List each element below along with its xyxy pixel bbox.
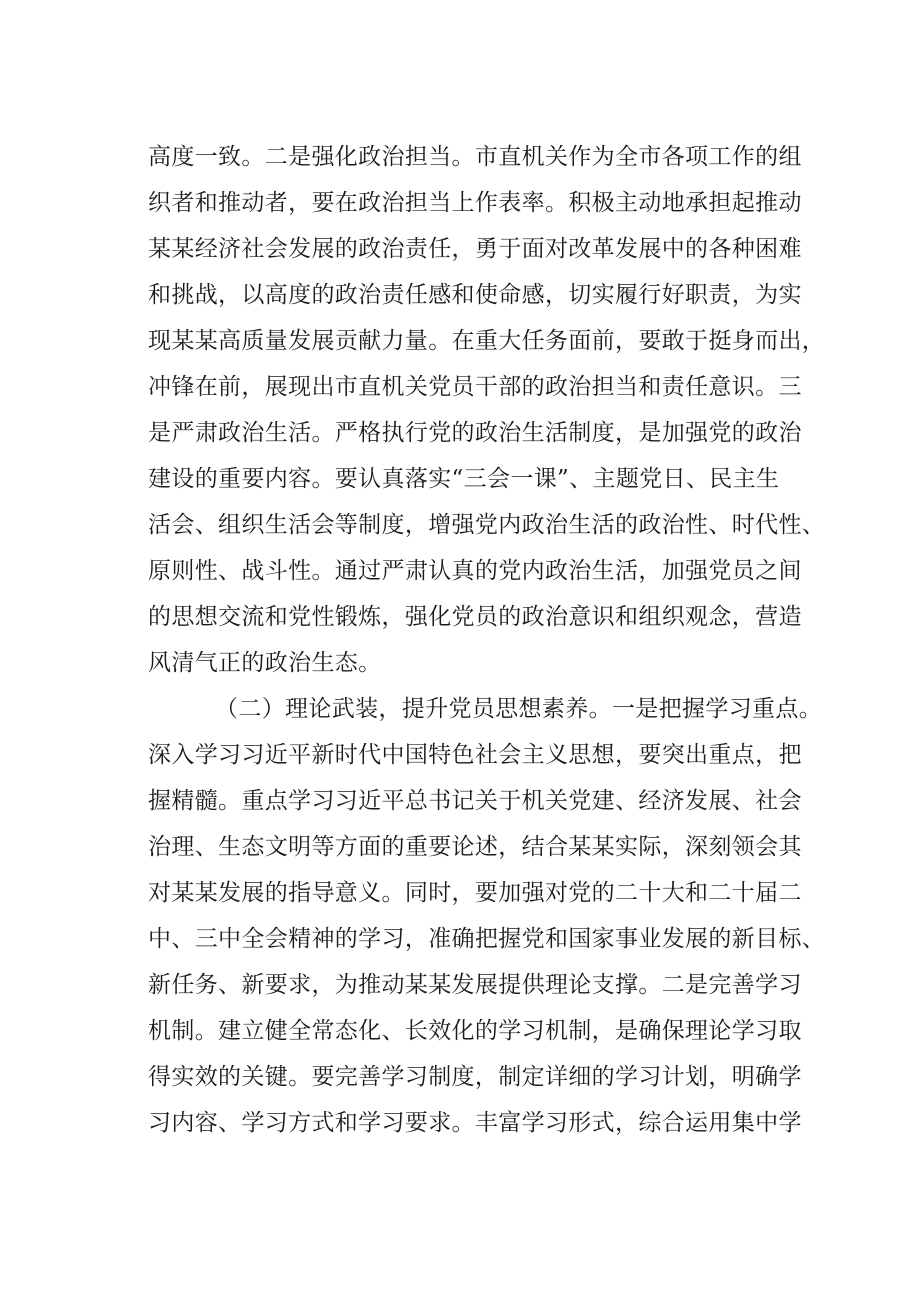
body-text xyxy=(148,134,826,1146)
text-line: 现某某高质量发展贡献力量。在重大任务面前，要敢于挺身而出， xyxy=(148,328,826,354)
text-line: 建设的重要内容。要认真落实“三会一课”、主题党日、民主生 xyxy=(148,466,780,492)
text-line: 和挑战，以高度的政治责任感和使命感，切实履行好职责，为实 xyxy=(148,282,802,308)
text-line: 机制。建立健全常态化、长效化的学习机制，是确保理论学习取 xyxy=(148,1018,802,1044)
text-line: 得实效的关键。要完善学习制度，制定详细的学习计划，明确学 xyxy=(148,1064,802,1090)
text-line: 某某经济社会发展的政治责任，勇于面对改革发展中的各种困难 xyxy=(148,236,802,262)
text-line: 冲锋在前，展现出市直机关党员干部的政治担当和责任意识。三 xyxy=(148,374,802,400)
section-heading-line: （二）理论武装，提升党员思想素养。一是把握学习重点。 xyxy=(215,696,823,722)
text-line: 原则性、战斗性。通过严肃认真的党内政治生活，加强党员之间 xyxy=(148,558,802,584)
text-line: 治理、生态文明等方面的重要论述，结合某某实际，深刻领会其 xyxy=(148,834,802,860)
text-line: 深入学习习近平新时代中国特色社会主义思想，要突出重点，把 xyxy=(148,742,802,768)
text-line: 高度一致。二是强化政治担当。市直机关作为全市各项工作的组 xyxy=(148,144,802,170)
text-line: 风清气正的政治生态。 xyxy=(148,650,382,676)
text-line: 织者和推动者，要在政治担当上作表率。积极主动地承担起推动 xyxy=(148,190,802,216)
text-line: 的思想交流和党性锻炼，强化党员的政治意识和组织观念，营造 xyxy=(148,604,802,630)
text-line: 习内容、学习方式和学习要求。丰富学习形式，综合运用集中学 xyxy=(148,1110,802,1136)
text-line: 活会、组织生活会等制度，增强党内政治生活的政治性、时代性、 xyxy=(148,512,826,538)
text-line: 握精髓。重点学习习近平总书记关于机关党建、经济发展、社会 xyxy=(148,788,802,814)
text-line: 是严肃政治生活。严格执行党的政治生活制度，是加强党的政治 xyxy=(148,420,802,446)
text-line: 对某某发展的指导意义。同时，要加强对党的二十大和二十届二 xyxy=(148,880,802,906)
text-line: 中、三中全会精神的学习，准确把握党和国家事业发展的新目标、 xyxy=(148,926,826,952)
text-line: 新任务、新要求，为推动某某发展提供理论支撑。二是完善学习 xyxy=(148,972,802,998)
